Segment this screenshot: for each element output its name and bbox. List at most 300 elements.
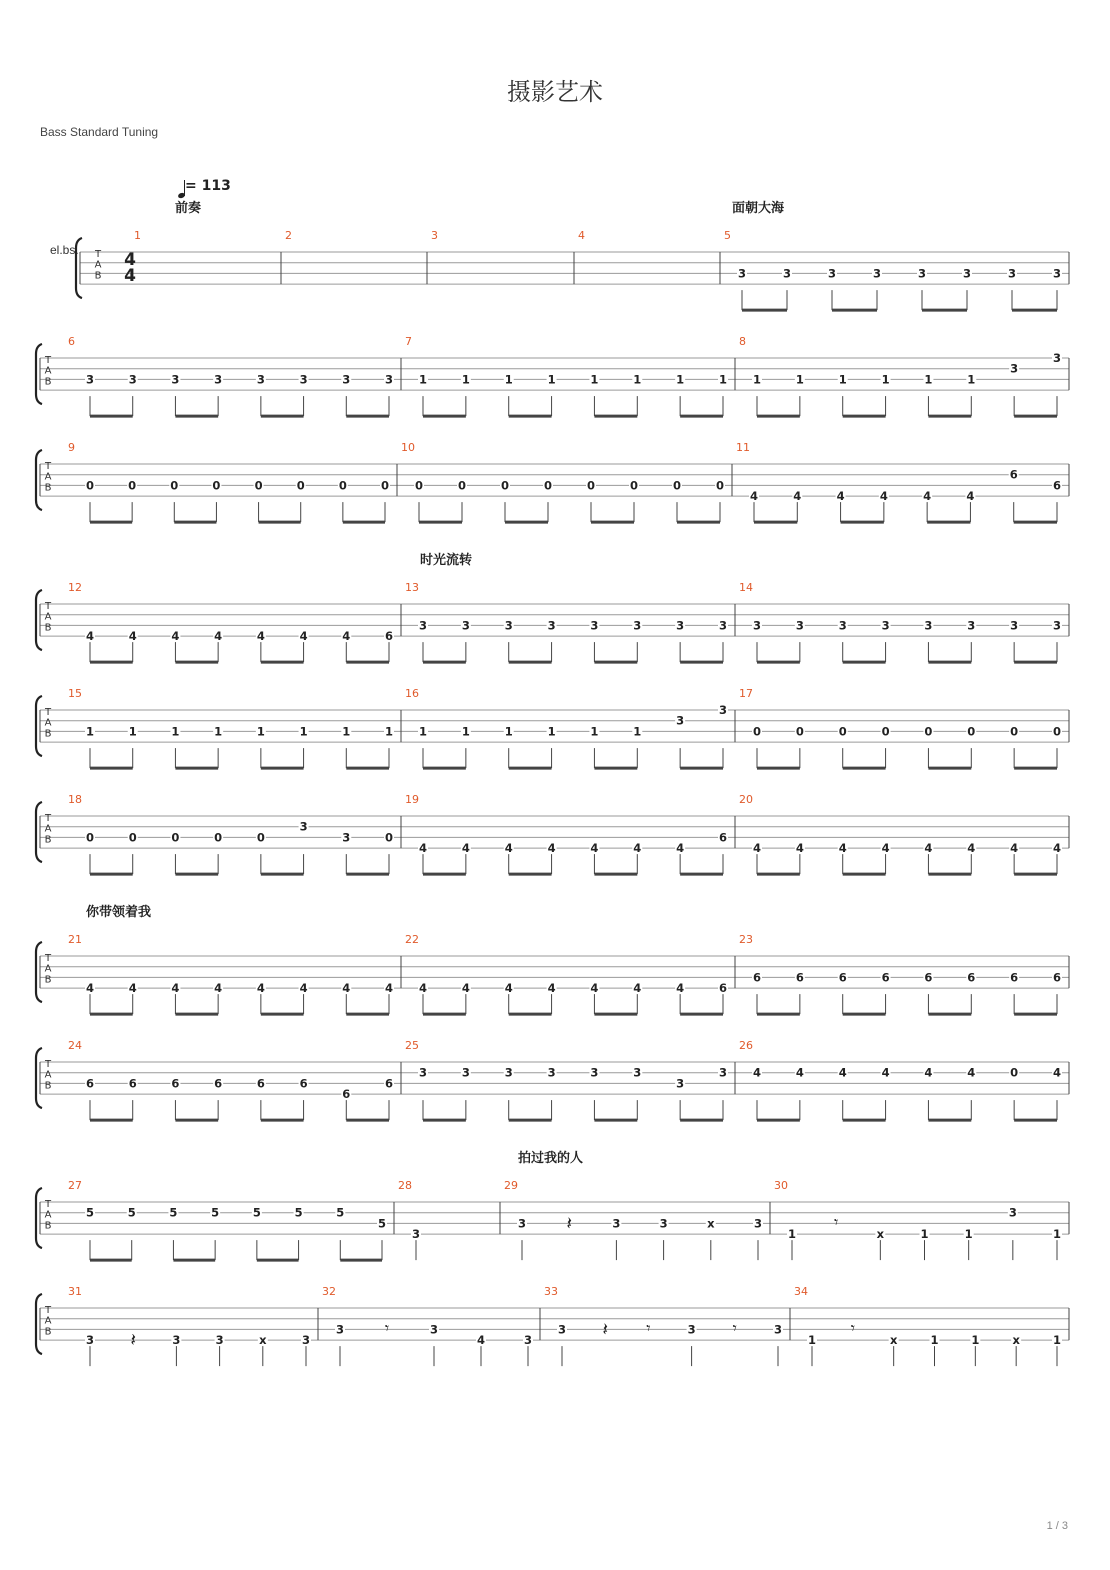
fret-number: 3 bbox=[504, 618, 513, 633]
tab-clef-letter: T bbox=[44, 1199, 52, 1210]
fret-number: 4 bbox=[547, 981, 556, 996]
fret-number: 3 bbox=[1052, 618, 1062, 633]
measure-number: 32 bbox=[322, 1285, 336, 1298]
quarter-rest-icon: 𝄽 bbox=[130, 1330, 136, 1352]
fret-number: 3 bbox=[504, 1065, 513, 1080]
fret-number: 3 bbox=[299, 819, 308, 834]
fret-number: 3 bbox=[547, 1065, 556, 1080]
dead-note: x bbox=[1012, 1333, 1020, 1348]
fret-number: 3 bbox=[384, 372, 394, 387]
fret-number: 0 bbox=[500, 478, 510, 493]
page-number: 1 / 3 bbox=[1046, 1520, 1068, 1532]
fret-number: 0 bbox=[881, 724, 890, 739]
fret-number: 6 bbox=[299, 1076, 308, 1091]
fret-number: 0 bbox=[338, 478, 347, 493]
fret-number: 1 bbox=[964, 1227, 973, 1242]
measure-number: 24 bbox=[68, 1039, 82, 1052]
fret-number: 1 bbox=[752, 372, 762, 387]
fret-number: 1 bbox=[214, 724, 223, 739]
fret-number: 4 bbox=[633, 841, 642, 856]
fret-number: 6 bbox=[1052, 478, 1062, 493]
fret-number: 6 bbox=[752, 970, 762, 985]
fret-number: 3 bbox=[214, 372, 223, 387]
fret-number: 4 bbox=[461, 981, 470, 996]
fret-number: 4 bbox=[590, 841, 599, 856]
eighth-rest-icon: 𝄾 bbox=[732, 1318, 737, 1338]
fret-number: 3 bbox=[299, 372, 308, 387]
tab-clef-letter: A bbox=[44, 717, 52, 729]
measure-number: 19 bbox=[405, 793, 419, 806]
fret-number: 4 bbox=[214, 981, 223, 996]
tab-clef-letter: B bbox=[44, 1220, 52, 1232]
measure-number: 6 bbox=[68, 335, 75, 348]
fret-number: 0 bbox=[85, 830, 95, 845]
fret-number: 3 bbox=[676, 1076, 685, 1091]
fret-number: 0 bbox=[457, 478, 467, 493]
fret-number: 3 bbox=[1007, 266, 1017, 281]
fret-number: 4 bbox=[299, 981, 308, 996]
fret-number: 6 bbox=[128, 1076, 137, 1091]
fret-number: 4 bbox=[967, 841, 976, 856]
fret-number: 3 bbox=[676, 713, 685, 728]
instrument-name: el.bs. bbox=[50, 243, 79, 257]
fret-number: 0 bbox=[543, 478, 553, 493]
measure-number: 20 bbox=[739, 793, 753, 806]
fret-number: 4 bbox=[1010, 841, 1019, 856]
system-bracket bbox=[36, 1048, 42, 1108]
fret-number: 1 bbox=[807, 1333, 817, 1348]
fret-number: 6 bbox=[718, 830, 728, 845]
tab-clef-letter: T bbox=[94, 249, 102, 260]
fret-number: 1 bbox=[718, 372, 728, 387]
fret-number: 1 bbox=[256, 724, 265, 739]
fret-number: 1 bbox=[299, 724, 308, 739]
tab-clef-letter: B bbox=[44, 376, 52, 388]
fret-number: 3 bbox=[461, 1065, 470, 1080]
fret-number: 1 bbox=[461, 372, 470, 387]
eighth-rest-icon: 𝄾 bbox=[646, 1318, 651, 1338]
tab-clef-letter: B bbox=[94, 270, 102, 282]
fret-number: 1 bbox=[633, 372, 642, 387]
fret-number: 3 bbox=[827, 266, 837, 281]
fret-number: 3 bbox=[962, 266, 972, 281]
fret-number: 1 bbox=[930, 1333, 939, 1348]
fret-number: 4 bbox=[256, 981, 265, 996]
fret-number: 6 bbox=[384, 629, 394, 644]
fret-number: 0 bbox=[170, 478, 179, 493]
fret-number: 4 bbox=[418, 841, 428, 856]
fret-number: 0 bbox=[924, 724, 933, 739]
section-label: 时光流转 bbox=[420, 553, 473, 568]
measure-number: 27 bbox=[68, 1179, 82, 1192]
fret-number: 6 bbox=[342, 1087, 351, 1102]
tuning-label: Bass Standard Tuning bbox=[40, 125, 159, 139]
fret-number: 3 bbox=[1052, 351, 1062, 365]
fret-number: 3 bbox=[924, 618, 933, 633]
fret-number: 4 bbox=[795, 1065, 804, 1080]
fret-number: 5 bbox=[127, 1205, 136, 1220]
fret-number: 0 bbox=[212, 478, 221, 493]
fret-number: 0 bbox=[384, 830, 394, 845]
fret-number: 1 bbox=[384, 724, 394, 739]
fret-number: 6 bbox=[967, 970, 976, 985]
fret-number: 5 bbox=[294, 1205, 303, 1220]
fret-number: 1 bbox=[547, 724, 556, 739]
fret-number: 4 bbox=[85, 981, 95, 996]
tab-clef-letter: A bbox=[44, 1209, 52, 1221]
fret-number: 3 bbox=[301, 1333, 311, 1348]
section-label: 面朝大海 bbox=[732, 201, 785, 216]
fret-number: 0 bbox=[296, 478, 305, 493]
fret-number: 4 bbox=[633, 981, 642, 996]
fret-number: 3 bbox=[782, 266, 792, 281]
fret-number: 3 bbox=[687, 1322, 696, 1337]
fret-number: 0 bbox=[171, 830, 180, 845]
fret-number: 4 bbox=[676, 841, 685, 856]
fret-number: 3 bbox=[718, 618, 728, 633]
measure-number: 21 bbox=[68, 933, 82, 946]
fret-number: 3 bbox=[718, 1065, 728, 1080]
fret-number: 0 bbox=[414, 478, 424, 493]
fret-number: 5 bbox=[85, 1205, 95, 1220]
fret-number: 0 bbox=[967, 724, 976, 739]
fret-number: 1 bbox=[633, 724, 642, 739]
measure-number: 10 bbox=[401, 441, 415, 454]
fret-number: 6 bbox=[256, 1076, 265, 1091]
fret-number: 3 bbox=[1052, 266, 1062, 281]
fret-number: 3 bbox=[429, 1322, 439, 1337]
tab-clef-letter: A bbox=[44, 1069, 52, 1081]
tab-clef-letter: B bbox=[44, 974, 52, 986]
fret-number: 1 bbox=[676, 372, 685, 387]
measure-number: 29 bbox=[504, 1179, 518, 1192]
fret-number: 0 bbox=[586, 478, 596, 493]
fret-number: 6 bbox=[1010, 970, 1019, 985]
fret-number: 6 bbox=[924, 970, 933, 985]
fret-number: 1 bbox=[795, 372, 804, 387]
measure-number: 25 bbox=[405, 1039, 419, 1052]
fret-number: 1 bbox=[920, 1227, 929, 1242]
quarter-rest-icon: 𝄽 bbox=[602, 1319, 608, 1341]
fret-number: 4 bbox=[504, 981, 513, 996]
fret-number: 5 bbox=[252, 1205, 261, 1220]
tab-clef-letter: B bbox=[44, 834, 52, 846]
fret-number: 3 bbox=[128, 372, 137, 387]
fret-number: 6 bbox=[85, 1076, 95, 1091]
fret-number: 3 bbox=[633, 1065, 642, 1080]
measure-number: 13 bbox=[405, 581, 419, 594]
fret-number: 3 bbox=[342, 372, 351, 387]
measure-number: 33 bbox=[544, 1285, 558, 1298]
tab-clef-letter: T bbox=[44, 355, 52, 366]
fret-number: 1 bbox=[1052, 1333, 1062, 1348]
tab-clef-letter: B bbox=[44, 1080, 52, 1092]
measure-number: 2 bbox=[285, 229, 292, 242]
fret-number: 1 bbox=[504, 724, 513, 739]
fret-number: 6 bbox=[171, 1076, 180, 1091]
fret-number: 3 bbox=[773, 1322, 783, 1337]
fret-number: 3 bbox=[547, 618, 556, 633]
fret-number: 0 bbox=[128, 830, 137, 845]
fret-number: 6 bbox=[881, 970, 890, 985]
fret-number: 3 bbox=[411, 1227, 421, 1242]
fret-number: 4 bbox=[547, 841, 556, 856]
system-bracket bbox=[36, 344, 42, 404]
fret-number: 0 bbox=[715, 478, 725, 493]
fret-number: 0 bbox=[1010, 724, 1019, 739]
fret-number: 4 bbox=[461, 841, 470, 856]
fret-number: 4 bbox=[171, 981, 180, 996]
system-bracket bbox=[36, 590, 42, 650]
fret-number: 4 bbox=[924, 1065, 933, 1080]
measure-number: 3 bbox=[431, 229, 438, 242]
fret-number: 4 bbox=[1052, 841, 1062, 856]
dead-note: x bbox=[707, 1216, 715, 1231]
fret-number: 1 bbox=[461, 724, 470, 739]
fret-number: 4 bbox=[836, 489, 845, 504]
fret-number: 3 bbox=[172, 1333, 181, 1348]
measure-number: 5 bbox=[724, 229, 731, 242]
system-bracket bbox=[76, 238, 82, 298]
fret-number: 3 bbox=[718, 703, 728, 717]
fret-number: 3 bbox=[737, 266, 747, 281]
fret-number: 1 bbox=[924, 372, 933, 387]
tab-clef-letter: B bbox=[44, 482, 52, 494]
section-label: 前奏 bbox=[175, 201, 202, 216]
measure-number: 26 bbox=[739, 1039, 753, 1052]
song-title: 摄影艺术 bbox=[507, 78, 603, 106]
fret-number: 3 bbox=[753, 1216, 763, 1231]
measure-number: 12 bbox=[68, 581, 82, 594]
measure-number: 14 bbox=[739, 581, 753, 594]
fret-number: 4 bbox=[299, 629, 308, 644]
fret-number: 3 bbox=[418, 618, 428, 633]
system-bracket bbox=[36, 942, 42, 1002]
fret-number: 3 bbox=[590, 1065, 599, 1080]
tab-clef-letter: B bbox=[44, 728, 52, 740]
measure-number: 1 bbox=[134, 229, 141, 242]
fret-number: 1 bbox=[590, 724, 599, 739]
fret-number: 4 bbox=[838, 841, 847, 856]
fret-number: 3 bbox=[633, 618, 642, 633]
fret-number: 1 bbox=[838, 372, 847, 387]
fret-number: 3 bbox=[1010, 361, 1019, 376]
fret-number: 0 bbox=[672, 478, 682, 493]
measure-number: 18 bbox=[68, 793, 82, 806]
fret-number: 0 bbox=[1052, 724, 1062, 739]
fret-number: 0 bbox=[795, 724, 804, 739]
fret-number: 3 bbox=[795, 618, 804, 633]
fret-number: 4 bbox=[342, 981, 351, 996]
fret-number: 3 bbox=[612, 1216, 621, 1231]
fret-number: 1 bbox=[590, 372, 599, 387]
dead-note: x bbox=[889, 1333, 898, 1348]
system-bracket bbox=[36, 1188, 42, 1248]
fret-number: 0 bbox=[1010, 1065, 1019, 1080]
fret-number: 4 bbox=[967, 1065, 976, 1080]
tab-clef-letter: T bbox=[44, 601, 52, 612]
fret-number: 1 bbox=[418, 372, 428, 387]
fret-number: 4 bbox=[924, 841, 933, 856]
fret-number: 0 bbox=[85, 478, 95, 493]
fret-number: 4 bbox=[342, 629, 351, 644]
fret-number: 0 bbox=[254, 478, 263, 493]
fret-number: 4 bbox=[590, 981, 599, 996]
fret-number: 6 bbox=[795, 970, 804, 985]
dead-note: x bbox=[259, 1333, 267, 1348]
fret-number: 4 bbox=[128, 981, 137, 996]
fret-number: 4 bbox=[256, 629, 265, 644]
tab-clef-letter: A bbox=[44, 963, 52, 975]
tab-clef-letter: T bbox=[44, 953, 52, 964]
fret-number: 3 bbox=[215, 1333, 224, 1348]
fret-number: 4 bbox=[171, 629, 180, 644]
fret-number: 4 bbox=[879, 489, 888, 504]
fret-number: 6 bbox=[214, 1076, 223, 1091]
fret-number: 4 bbox=[214, 629, 223, 644]
fret-number: 4 bbox=[793, 489, 802, 504]
fret-number: 0 bbox=[214, 830, 223, 845]
fret-number: 6 bbox=[1009, 467, 1018, 482]
tab-clef-letter: T bbox=[44, 1059, 52, 1070]
tempo-marking: = 113 bbox=[185, 178, 231, 194]
fret-number: 4 bbox=[128, 629, 137, 644]
fret-number: 1 bbox=[971, 1333, 980, 1348]
fret-number: 3 bbox=[838, 618, 847, 633]
fret-number: 4 bbox=[966, 489, 975, 504]
measure-number: 34 bbox=[794, 1285, 808, 1298]
fret-number: 3 bbox=[590, 618, 599, 633]
fret-number: 3 bbox=[917, 266, 927, 281]
dead-note: x bbox=[876, 1227, 885, 1242]
fret-number: 3 bbox=[335, 1322, 345, 1337]
fret-number: 4 bbox=[384, 981, 394, 996]
fret-number: 4 bbox=[476, 1333, 486, 1348]
fret-number: 3 bbox=[881, 618, 890, 633]
fret-number: 1 bbox=[85, 724, 95, 739]
tab-clef-letter: A bbox=[44, 823, 52, 835]
fret-number: 3 bbox=[967, 618, 976, 633]
fret-number: 4 bbox=[795, 841, 804, 856]
tab-clef-letter: T bbox=[44, 707, 52, 718]
fret-number: 3 bbox=[85, 1333, 95, 1348]
tab-clef-letter: A bbox=[94, 259, 102, 271]
eighth-rest-icon: 𝄾 bbox=[384, 1318, 390, 1338]
fret-number: 0 bbox=[380, 478, 390, 493]
fret-number: 3 bbox=[85, 372, 95, 387]
measure-number: 4 bbox=[578, 229, 585, 242]
fret-number: 1 bbox=[171, 724, 180, 739]
fret-number: 3 bbox=[256, 372, 265, 387]
tab-clef-letter: B bbox=[44, 1326, 52, 1338]
measure-number: 28 bbox=[398, 1179, 412, 1192]
measure-number: 9 bbox=[68, 441, 75, 454]
eighth-rest-icon: 𝄾 bbox=[850, 1318, 855, 1338]
fret-number: 3 bbox=[1010, 618, 1019, 633]
measure-number: 31 bbox=[68, 1285, 82, 1298]
fret-number: 4 bbox=[881, 841, 890, 856]
fret-number: 1 bbox=[1052, 1227, 1062, 1242]
tab-clef-letter: B bbox=[44, 622, 52, 634]
fret-number: 1 bbox=[547, 372, 556, 387]
fret-number: 4 bbox=[504, 841, 513, 856]
fret-number: 3 bbox=[171, 372, 180, 387]
fret-number: 1 bbox=[128, 724, 137, 739]
fret-number: 6 bbox=[838, 970, 847, 985]
section-label: 拍过我的人 bbox=[518, 1151, 584, 1166]
measure-number: 11 bbox=[736, 441, 750, 454]
fret-number: 3 bbox=[461, 618, 470, 633]
fret-number: 4 bbox=[676, 981, 685, 996]
measure-number: 8 bbox=[739, 335, 746, 348]
fret-number: 3 bbox=[517, 1216, 527, 1231]
fret-number: 4 bbox=[1052, 1065, 1062, 1080]
tab-clef-letter: T bbox=[44, 461, 52, 472]
fret-number: 6 bbox=[1052, 970, 1062, 985]
fret-number: 1 bbox=[504, 372, 513, 387]
fret-number: 3 bbox=[872, 266, 882, 281]
fret-number: 0 bbox=[629, 478, 639, 493]
fret-number: 0 bbox=[256, 830, 265, 845]
system-bracket bbox=[36, 802, 42, 862]
fret-number: 4 bbox=[752, 1065, 762, 1080]
section-label: 你带领着我 bbox=[86, 905, 152, 920]
system-bracket bbox=[36, 450, 42, 510]
fret-number: 3 bbox=[523, 1333, 533, 1348]
fret-number: 4 bbox=[838, 1065, 847, 1080]
tab-clef-letter: T bbox=[44, 813, 52, 824]
fret-number: 4 bbox=[752, 841, 762, 856]
fret-number: 3 bbox=[1008, 1205, 1017, 1220]
time-signature-bottom: 4 bbox=[124, 266, 136, 286]
time-signature-top: 4 bbox=[124, 250, 136, 270]
system-bracket bbox=[36, 1294, 42, 1354]
fret-number: 4 bbox=[85, 629, 95, 644]
fret-number: 1 bbox=[342, 724, 351, 739]
tab-clef-letter: A bbox=[44, 611, 52, 623]
fret-number: 5 bbox=[211, 1205, 220, 1220]
fret-number: 5 bbox=[377, 1216, 387, 1231]
eighth-rest-icon: 𝄾 bbox=[834, 1212, 839, 1232]
fret-number: 1 bbox=[787, 1227, 797, 1242]
fret-number: 3 bbox=[659, 1216, 668, 1231]
fret-number: 3 bbox=[557, 1322, 567, 1337]
measure-number: 22 bbox=[405, 933, 419, 946]
fret-number: 1 bbox=[418, 724, 428, 739]
fret-number: 5 bbox=[336, 1205, 345, 1220]
fret-number: 3 bbox=[676, 618, 685, 633]
fret-number: 6 bbox=[718, 981, 728, 996]
quarter-rest-icon: 𝄽 bbox=[566, 1213, 572, 1235]
tab-clef-letter: A bbox=[44, 1315, 52, 1327]
measure-number: 16 bbox=[405, 687, 419, 700]
fret-number: 3 bbox=[342, 830, 351, 845]
fret-number: 1 bbox=[967, 372, 976, 387]
fret-number: 1 bbox=[881, 372, 890, 387]
system-bracket bbox=[36, 696, 42, 756]
measure-number: 17 bbox=[739, 687, 753, 700]
measure-number: 30 bbox=[774, 1179, 788, 1192]
tab-clef-letter: T bbox=[44, 1305, 52, 1316]
measure-number: 15 bbox=[68, 687, 82, 700]
fret-number: 0 bbox=[752, 724, 762, 739]
fret-number: 4 bbox=[881, 1065, 890, 1080]
fret-number: 3 bbox=[418, 1065, 428, 1080]
measure-number: 7 bbox=[405, 335, 412, 348]
fret-number: 3 bbox=[752, 618, 762, 633]
fret-number: 4 bbox=[923, 489, 932, 504]
fret-number: 0 bbox=[128, 478, 137, 493]
